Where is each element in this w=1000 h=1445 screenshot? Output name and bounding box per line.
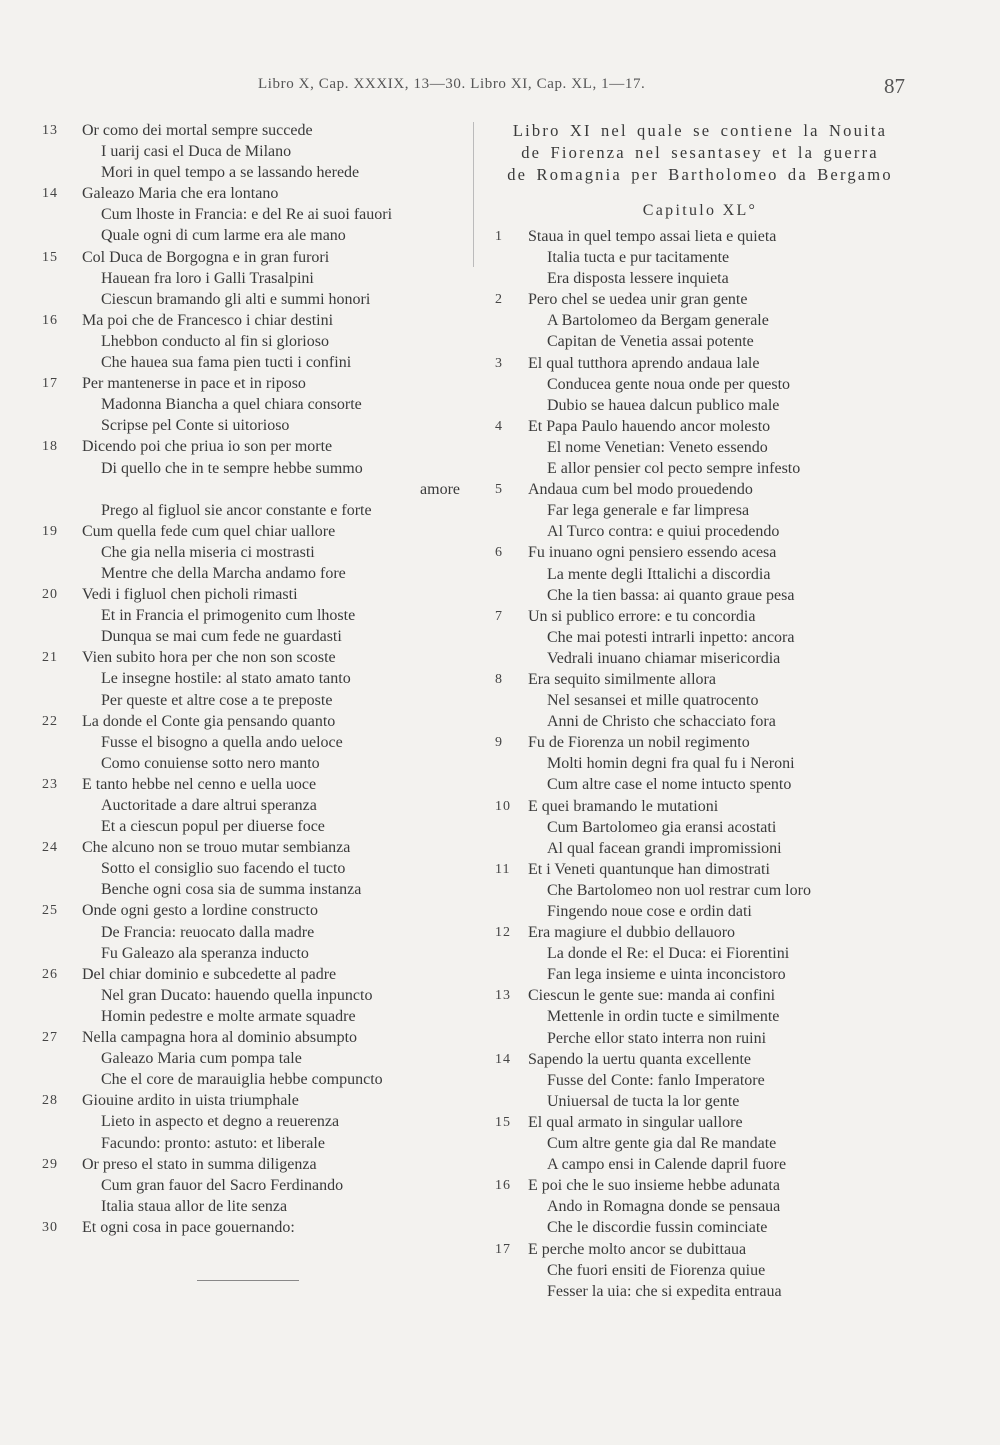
stanza-number: 8 bbox=[495, 671, 503, 687]
verse-line: E allor pensier col pecto sempre infesto bbox=[547, 460, 801, 478]
stanza bbox=[42, 711, 482, 774]
verse-line: Dubio se hauea dalcun publico male bbox=[547, 396, 780, 414]
stanza bbox=[485, 226, 965, 289]
stanza-number: 16 bbox=[42, 312, 58, 328]
verse-line: Onde ogni gesto a lordine constructo bbox=[82, 902, 318, 920]
running-header bbox=[0, 74, 1000, 104]
verse-line: Facundo: pronto: astuto: et liberale bbox=[101, 1134, 325, 1152]
stanza-number: 2 bbox=[495, 292, 503, 308]
verse-line: Per queste et altre cose a te preposte bbox=[101, 691, 333, 709]
verse-line: Che gia nella miseria ci mostrasti bbox=[101, 543, 315, 561]
verse-line: Giouine ardito in uista triumphale bbox=[82, 1092, 299, 1110]
stanza-number: 15 bbox=[495, 1114, 511, 1130]
stanza-number: 9 bbox=[495, 735, 503, 751]
verse-line: La donde el Re: el Duca: ei Fiorentini bbox=[547, 945, 790, 963]
verse-line: Or preso el stato in summa diligenza bbox=[82, 1155, 317, 1173]
book-title-line: de Fiorenza nel sesantasey et la guerra bbox=[521, 143, 879, 162]
verse-line: Molti homin degni fra qual fu i Neroni bbox=[547, 755, 795, 773]
verse-line: Sapendo la uertu quanta excellente bbox=[528, 1050, 752, 1068]
verse-line: Vedrali inuano chiamar misericordia bbox=[547, 649, 781, 667]
stanza bbox=[485, 796, 965, 859]
verse-line: Quale ogni di cum larme era ale mano bbox=[101, 227, 346, 245]
stanza bbox=[485, 1239, 965, 1302]
verse-line: Sotto el consiglio suo facendo el tucto bbox=[101, 860, 346, 878]
stanza bbox=[485, 416, 965, 479]
verse-line: Era magiure el dubbio dellauoro bbox=[528, 924, 736, 942]
stanza bbox=[42, 1154, 482, 1217]
stanza bbox=[42, 837, 482, 900]
stanza bbox=[42, 1090, 482, 1153]
stanza bbox=[42, 310, 482, 373]
verse-line: Et Papa Paulo hauendo ancor molesto bbox=[528, 417, 771, 435]
stanza-number: 20 bbox=[42, 587, 58, 603]
verse-line: Ando in Romagna donde se pensaua bbox=[547, 1198, 781, 1216]
stanza bbox=[485, 985, 965, 1048]
stanza bbox=[485, 669, 965, 732]
stanza-number: 17 bbox=[42, 376, 58, 392]
left-column bbox=[42, 120, 482, 1238]
verse-line: Galeazo Maria che era lontano bbox=[82, 185, 279, 203]
stanza-number: 17 bbox=[495, 1241, 511, 1257]
stanza-number: 25 bbox=[42, 903, 58, 919]
stanza-number: 26 bbox=[42, 966, 58, 982]
verse-line: Che el core de marauiglia hebbe compuncto bbox=[101, 1071, 383, 1089]
end-rule bbox=[197, 1280, 299, 1281]
verse-line: Homin pedestre e molte armate squadre bbox=[101, 1007, 356, 1025]
verse-line: Perche ellor stato interra non ruini bbox=[547, 1029, 767, 1047]
stanza-number: 13 bbox=[495, 988, 511, 1004]
verse-line: E tanto hebbe nel cenno e uella uoce bbox=[82, 775, 317, 793]
stanza bbox=[42, 120, 482, 183]
verse-line: Ciescun le gente sue: manda ai confini bbox=[528, 987, 776, 1005]
stanza bbox=[485, 1112, 965, 1175]
stanza-number: 12 bbox=[495, 925, 511, 941]
stanza-number: 4 bbox=[495, 418, 503, 434]
stanza bbox=[42, 964, 482, 1027]
verse-line: Cum quella fede cum quel chiar uallore bbox=[82, 522, 336, 540]
verse-line: Anni de Christo che schacciato fora bbox=[547, 713, 776, 731]
verse-line: Cum lhoste in Francia: e del Re ai suoi fauori bbox=[101, 206, 393, 224]
verse-line: Fingendo noue cose e ordin dati bbox=[547, 903, 752, 920]
verse-line: Cum Bartolomeo gia eransi acostati bbox=[547, 818, 777, 836]
stanza bbox=[485, 1049, 965, 1112]
stanza-number: 13 bbox=[42, 123, 58, 138]
verse-line: A campo ensi in Calende dapril fuore bbox=[547, 1156, 787, 1174]
verse-line: Che fuori ensiti de Fiorenza quiue bbox=[547, 1261, 766, 1279]
verse-line: Far lega generale e far limpresa bbox=[547, 502, 750, 520]
stanza-number: 10 bbox=[495, 798, 511, 814]
verse-line: Vedi i figluol chen picholi rimasti bbox=[82, 586, 298, 604]
stanza bbox=[485, 289, 965, 352]
verse-line: Al Turco contra: e quiui procedendo bbox=[547, 523, 780, 541]
stanza bbox=[485, 732, 965, 795]
verse-line: Mettenle in ordin tucte e similmente bbox=[547, 1008, 780, 1026]
stanza bbox=[485, 1175, 965, 1238]
verse-line: E poi che le suo insieme hebbe adunata bbox=[528, 1177, 780, 1195]
stanza-number: 24 bbox=[42, 840, 58, 856]
verse-line: Fusse el bisogno a quella ando ueloce bbox=[101, 733, 343, 751]
stanza-number: 29 bbox=[42, 1156, 58, 1172]
verse-line: Andaua cum bel modo prouedendo bbox=[528, 481, 753, 499]
verse-line: Cum altre case el nome intucto spento bbox=[547, 776, 792, 794]
verse-line: Al qual facean grandi impromissioni bbox=[547, 839, 782, 857]
chapter-title: Capitulo XL° bbox=[642, 202, 758, 219]
verse-line: El nome Venetian: Veneto essendo bbox=[547, 438, 768, 456]
verse-line: Staua in quel tempo assai lieta e quieta bbox=[528, 228, 777, 245]
verse-line: Nella campagna hora al dominio absumpto bbox=[82, 1029, 358, 1047]
stanza bbox=[485, 922, 965, 985]
stanza bbox=[42, 373, 482, 436]
verse-line: Or como dei mortal sempre succede bbox=[82, 122, 313, 139]
stanza-number: 28 bbox=[42, 1093, 58, 1109]
stanza bbox=[485, 353, 965, 416]
verse-line: La donde el Conte gia pensando quanto bbox=[82, 712, 336, 730]
stanza bbox=[485, 859, 965, 922]
stanza bbox=[42, 1027, 482, 1090]
verse-line: El qual tutthora aprendo andaua lale bbox=[528, 354, 760, 372]
right-stanzas bbox=[485, 226, 965, 1302]
verse-line: Nel gran Ducato: hauendo quella inpuncto bbox=[101, 986, 373, 1004]
stanza bbox=[485, 606, 965, 669]
verse-line: Del chiar dominio e subcedette al padre bbox=[82, 965, 337, 983]
verse-line: Lhebbon conducto al fin si glorioso bbox=[101, 332, 329, 350]
verse-line: Pero chel se uedea unir gran gente bbox=[528, 291, 748, 309]
stanza bbox=[42, 247, 482, 310]
verse-line: Ma poi che de Francesco i chiar destini bbox=[82, 311, 334, 329]
verse-line: Di quello che in te sempre hebbe summo bbox=[101, 459, 363, 477]
verse-line: De Francia: reuocato dalla madre bbox=[101, 923, 315, 941]
verse-line: Che hauea sua fama pien tucti i confini bbox=[101, 354, 352, 372]
stanza bbox=[42, 900, 482, 963]
stanza bbox=[42, 1217, 482, 1238]
verse-line: E quei bramando le mutationi bbox=[528, 797, 719, 815]
stanza-number: 30 bbox=[42, 1219, 58, 1235]
verse-line: Che le discordie fussin cominciate bbox=[547, 1219, 768, 1237]
verse-line: Benche ogni cosa sia de summa instanza bbox=[101, 881, 362, 899]
verse-line: Dicendo poi che priua io son per morte bbox=[82, 438, 333, 456]
book-title bbox=[485, 120, 915, 186]
verse-line: Conducea gente noua onde per questo bbox=[547, 375, 791, 393]
stanza-number: 6 bbox=[495, 545, 503, 561]
page-number: 87 bbox=[884, 74, 905, 98]
verse-line: Era sequito similmente allora bbox=[528, 670, 716, 688]
verse-line: Et i Veneti quantunque han dimostrati bbox=[528, 860, 770, 878]
verse-line: Fu de Fiorenza un nobil regimento bbox=[528, 734, 750, 752]
verse-line: Auctoritade a dare altrui speranza bbox=[101, 797, 317, 814]
verse-line: Et a ciescun popul per diuerse foce bbox=[101, 818, 325, 836]
stanza-number: 11 bbox=[495, 861, 511, 877]
stanza-number: 21 bbox=[42, 650, 58, 666]
stanza bbox=[485, 542, 965, 605]
verse-line: Hauean fra loro i Galli Trasalpini bbox=[101, 269, 314, 287]
running-title: Libro X, Cap. XXXIX, 13—30. Libro XI, Cap. XL, 1—17. bbox=[258, 76, 646, 92]
stanza-number: 18 bbox=[42, 439, 58, 455]
verse-line: Et in Francia el primogenito cum lhoste bbox=[101, 607, 356, 625]
verse-line: Uniuersal de tucta la lor gente bbox=[547, 1092, 740, 1110]
verse-line: Galeazo Maria cum pompa tale bbox=[101, 1050, 302, 1068]
stanza-number: 22 bbox=[42, 713, 58, 729]
verse-line: Italia staua allor de lite senza bbox=[101, 1197, 288, 1215]
verse-line: Col Duca de Borgogna e in gran furori bbox=[82, 248, 330, 266]
verse-line: Scripse pel Conte si uitorioso bbox=[101, 417, 290, 435]
verse-line: Che Bartolomeo non uol restrar cum loro bbox=[547, 881, 811, 899]
verse-line: Un si publico errore: e tu concordia bbox=[528, 607, 756, 625]
verse-line: Nel sesansei et mille quatrocento bbox=[547, 692, 759, 710]
stanza-number: 15 bbox=[42, 249, 58, 265]
verse-line: Vien subito hora per che non son scoste bbox=[82, 649, 336, 667]
stanza-number: 7 bbox=[495, 608, 503, 624]
verse-line: Lieto in aspecto et degno a reuerenza bbox=[101, 1113, 340, 1131]
stanza bbox=[42, 521, 482, 584]
verse-line: Prego al figluol sie ancor constante e forte bbox=[101, 501, 372, 519]
stanza-number: 3 bbox=[495, 355, 503, 371]
verse-line: Italia tucta e pur tacitamente bbox=[547, 249, 730, 267]
stanza bbox=[42, 183, 482, 246]
verse-line: Mori in quel tempo a se lassando herede bbox=[101, 164, 360, 182]
stanza bbox=[42, 436, 482, 520]
verse-line: A Bartolomeo da Bergam generale bbox=[547, 312, 769, 330]
verse-line: Che mai potesti intrarli inpetto: ancora bbox=[547, 628, 795, 646]
stanza-number: 27 bbox=[42, 1030, 58, 1046]
stanza-number: 19 bbox=[42, 523, 58, 539]
verse-line: Mentre che della Marcha andamo fore bbox=[101, 564, 346, 582]
verse-line: Che la tien bassa: ai quanto graue pesa bbox=[547, 586, 795, 604]
verse-line: Et ogni cosa in pace gouernando: bbox=[82, 1218, 295, 1236]
verse-line: Fu inuano ogni pensiero essendo acesa bbox=[528, 544, 777, 562]
verse-line: Era disposta lessere inquieta bbox=[547, 270, 729, 288]
verse-line: Le insegne hostile: al stato amato tanto bbox=[101, 670, 351, 688]
verse-line: Cum altre gente gia dal Re mandate bbox=[547, 1135, 777, 1153]
stanza-number: 16 bbox=[495, 1178, 511, 1194]
book-title-line: Libro XI nel quale se contiene la Nouita bbox=[512, 121, 888, 140]
verse-line: Como conuiense sotto nero manto bbox=[101, 754, 320, 772]
verse-line: Per mantenerse in pace et in riposo bbox=[82, 375, 306, 393]
stanza bbox=[42, 584, 482, 647]
stanza-number: 23 bbox=[42, 776, 58, 792]
stanza-number: 1 bbox=[495, 229, 503, 244]
stanza bbox=[485, 479, 965, 542]
verse-line: Fan lega insieme e uinta inconcistoro bbox=[547, 966, 786, 984]
stanza bbox=[42, 774, 482, 837]
verse-line: La mente degli Ittalichi a discordia bbox=[547, 565, 771, 583]
verse-line: Dunqua se mai cum fede ne guardasti bbox=[101, 628, 342, 646]
stanza-number: 14 bbox=[42, 186, 58, 202]
right-column bbox=[485, 120, 965, 1302]
verse-line: Fu Galeazo ala speranza inducto bbox=[101, 944, 309, 962]
stanza bbox=[42, 647, 482, 710]
verse-line: Fesser la uia: che si expedita entraua bbox=[547, 1282, 782, 1300]
verse-line: Capitan de Venetia assai potente bbox=[547, 333, 754, 351]
stanza-number: 14 bbox=[495, 1051, 511, 1067]
book-title-line: de Romagnia per Bartholomeo da Bergamo bbox=[507, 165, 893, 184]
verse-line: Ciescun bramando gli alti e summi honori bbox=[101, 290, 371, 308]
verse-line: El qual armato in singular uallore bbox=[528, 1113, 743, 1131]
stanza-number: 5 bbox=[495, 482, 503, 498]
verse-line: Che alcuno non se trouo mutar sembianza bbox=[82, 839, 351, 857]
verse-line: Madonna Biancha a quel chiara consorte bbox=[101, 396, 362, 414]
verse-line: Fusse del Conte: fanlo Imperatore bbox=[547, 1071, 765, 1089]
verse-line: amore bbox=[420, 480, 460, 498]
verse-line: E perche molto ancor se dubittaua bbox=[528, 1240, 747, 1258]
verse-line: I uarij casi el Duca de Milano bbox=[101, 143, 292, 161]
verse-line: Cum gran fauor del Sacro Ferdinando bbox=[101, 1176, 344, 1194]
